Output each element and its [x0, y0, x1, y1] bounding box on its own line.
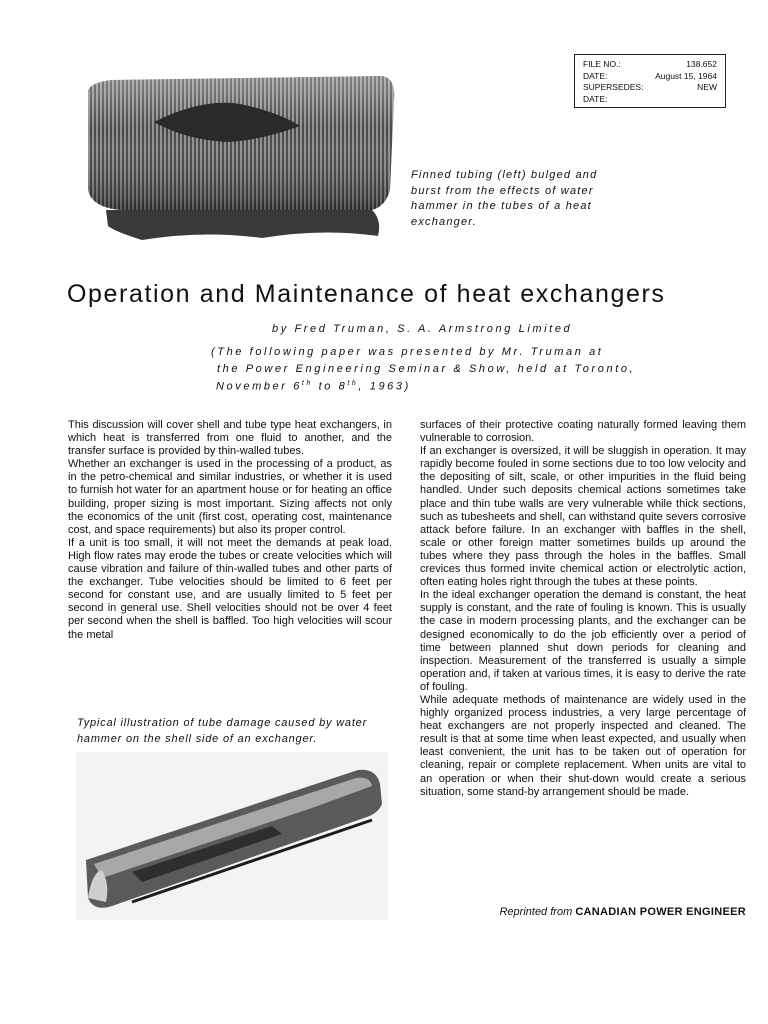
paragraph: In the ideal exchanger operation the demand is constant, the heat supply is constant, and the rate of fouling is known. This is usually the case in modern processing plants, and the exchanger can be designed economically to do the job efficiently over a period of time between planned shut down periods for cleaning and inspection. Measurement of the transferred is usually a simple operation and, if taken at various times, it is easy to derive the rate of fouling. [420, 589, 746, 693]
article-title: Operation and Maintenance of heat exchangers [67, 280, 666, 308]
note-date-start: November 6 [216, 380, 302, 393]
supersedes-value: NEW [697, 82, 717, 92]
date-label: DATE: [583, 70, 608, 81]
date2-row [583, 94, 717, 106]
body-column-right [420, 419, 746, 799]
damaged-tube-photo [72, 752, 392, 922]
reprint-prefix: Reprinted from [499, 906, 573, 918]
presentation-note-line-3 [216, 380, 411, 393]
paragraph: While adequate methods of maintenance are widely used in the highly organized process industries, a very large percentage of heat exchangers are not properly inspected and cleaned. The result is that at some time when least expected, and usually when least convenient, the unit has to be taken out of operation for cleaning, repair or complete replacement. When units are vital to an operation or when their shut-down would create a serious situation, some stand-by arrangement should be made. [420, 693, 746, 798]
file-info-box [574, 54, 726, 108]
figure-bottom-caption: Typical illustration of tube damage caused by water hammer on the shell side of an exchanger. [77, 717, 368, 745]
file-no-label: FILE NO.: [583, 59, 621, 69]
presentation-note-line-2: the Power Engineering Seminar & Show, held at Toronto, [217, 363, 636, 375]
paragraph: Whether an exchanger is used in the processing of a product, as in the petro-chemical and similar industries, or whether it is used to furnish hot water for an apartment house or for heating an office building, proper sizing is most important. Sizing affects not only the economics of the unit (first cost, operating cost, maintenance cost, and space requirements) but also its proper control. [68, 458, 392, 536]
date2-label: DATE: [583, 93, 608, 104]
note-date-end: , 1963) [358, 380, 411, 393]
file-no-row [583, 59, 717, 71]
supersedes-row [583, 82, 717, 94]
body-column-left [68, 419, 392, 642]
paragraph: surfaces of their protective coating naturally formed leaving them vulnerable to corrosion. [420, 419, 746, 445]
supersedes-label: SUPERSEDES: [583, 82, 644, 92]
date-row [583, 71, 717, 83]
paragraph: If an exchanger is oversized, it will be sluggish in operation. It may rapidly become fouled in some sections due to too low velocity and the depositing of silt, scale, or other impurities in the fluid being handled. Under such deposits chemical actions sometimes take place and thin tube walls are very vulnerable while thick sections, such as tubesheets and shell, can withstand quite severs corrosive attack before failure. In an exchanger with baffles in the shell, scale or other foreign matter sometimes builds up around the tubes where they pass through the holes in the baffles. Small crevices thus formed invite chemical action or electrolytic action, often eating holes right through the tubes at these points. [420, 445, 746, 589]
reprint-credit [470, 906, 746, 918]
note-date-mid: to 8 [312, 380, 348, 393]
file-no-value: 138.652 [686, 59, 717, 69]
paragraph: This discussion will cover shell and tube type heat exchangers, in which heat is transferred from one fluid to another, and the transfer surface is provided by thin-walled tubes. [68, 419, 392, 458]
reprint-publication: CANADIAN POWER ENGINEER [575, 906, 746, 918]
figure-top-caption: Finned tubing (left) bulged and burst from the effects of water hammer in the tubes of a heat exchanger. [411, 169, 598, 228]
paragraph: If a unit is too small, it will not meet the demands at peak load. High flow rates may erode the tubes or create velocities which will cause vibration and failure of thin-walled tubes and other parts of the exchanger. Tube velocities should be limited to 6 feet per second for constant use, and are usually limited to 5 feet per second in general use. Shell velocities should not be over 4 feet per second when the shell is baffled. Too high velocities will scour the metal [68, 536, 392, 641]
finned-tubing-photo [82, 60, 400, 260]
date-value: August 15, 1964 [655, 70, 717, 81]
ordinal-suffix-1: th [301, 380, 313, 387]
ordinal-suffix-2: th [347, 380, 359, 387]
presentation-note-line-1: (The following paper was presented by Mr. Truman at [211, 346, 604, 358]
author-line: by Fred Truman, S. A. Armstrong Limited [272, 323, 573, 335]
